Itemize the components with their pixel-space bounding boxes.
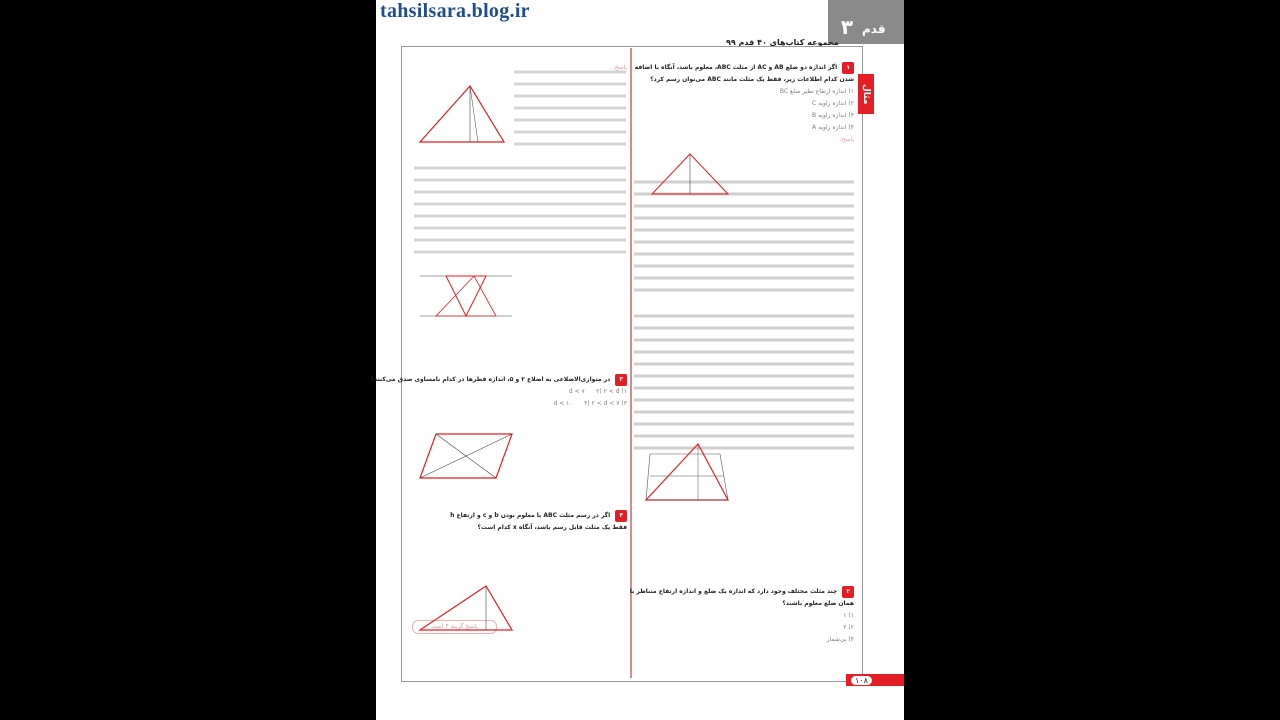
question-text-cont: فقط یک مثلث قابل رسم باشد، آنگاه x کدام است؟ bbox=[477, 524, 627, 531]
option-4: ۴) ۲ < d < ۷ bbox=[584, 400, 620, 407]
option-1: ۱) d < ۷ bbox=[568, 388, 627, 395]
question-badge: ۱ bbox=[842, 62, 854, 74]
document-page bbox=[370, 0, 904, 720]
trapezoid-figure bbox=[640, 440, 736, 506]
option-3: ۳) اندازه زاویه B bbox=[812, 112, 854, 119]
option-1: ۱) اندازه ارتفاع نظیر ضلع BC bbox=[779, 88, 854, 95]
page-number: ۱۰۸ bbox=[850, 675, 873, 686]
question-text-cont: شدن کدام اطلاعات زیر، فقط یک مثلث مانند ABC می‌توان رسم کرد؟ bbox=[650, 76, 854, 83]
step-word: قدم bbox=[862, 22, 886, 36]
step-number: ۳ bbox=[840, 15, 854, 39]
question-text: اگر در رسم مثلث ABC با معلوم بودن b و c و ارتفاع h bbox=[450, 512, 611, 519]
option-2: ۲) ۲ bbox=[843, 624, 854, 631]
book-title: مجموعه کتاب‌های ۴۰ قدم ۹۹ bbox=[726, 38, 839, 47]
faint-text-lines bbox=[634, 176, 856, 476]
option-4: ۴) اندازه زاویه A bbox=[812, 124, 854, 131]
option-2: ۲) ۲ < d bbox=[596, 388, 620, 395]
answer-label: پاسخ: bbox=[839, 136, 854, 143]
right-triangle-figure bbox=[416, 80, 508, 150]
question-badge: ۲ bbox=[842, 586, 854, 598]
triangle-height-figure bbox=[416, 580, 516, 636]
option-4: ۴) بی‌شمار bbox=[826, 636, 854, 643]
question-badge: ۴ bbox=[615, 510, 627, 522]
question-badge: ۳ bbox=[615, 374, 627, 386]
question-text: در متوازی‌الاضلاعی به اضلاع ۲ و ۵، اندازه قطرها در کدام نامساوی صدق می‌کنند؟ bbox=[370, 376, 611, 383]
option-2: ۲) اندازه زاویه C bbox=[811, 100, 854, 107]
triangle-figure bbox=[644, 150, 734, 200]
final-answer-box: پاسخ گزینه ۴ است bbox=[412, 620, 497, 634]
parallelogram-figure bbox=[416, 426, 516, 486]
column-divider bbox=[630, 48, 632, 678]
side-tab-example: مثال bbox=[858, 74, 874, 114]
answer-label: پاسخ: bbox=[612, 64, 627, 71]
blog-watermark: tahsilsara.blog.ir bbox=[380, 0, 530, 22]
parallel-lines-figure bbox=[416, 266, 516, 330]
question-text: چند مثلث مختلف وجود دارد که اندازه یک ضلع و اندازه ارتفاع متناظر با bbox=[629, 588, 838, 595]
option-3: ۳) d < ۱۰ bbox=[553, 400, 627, 407]
option-1: ۱) ۱ bbox=[843, 612, 854, 619]
question-text-cont: همان ضلع معلوم باشند؟ bbox=[782, 600, 854, 607]
question-text: اگر اندازه دو ضلع AB و AC از مثلث ABC، معلوم باشد، آنگاه با اضافه bbox=[634, 64, 838, 71]
